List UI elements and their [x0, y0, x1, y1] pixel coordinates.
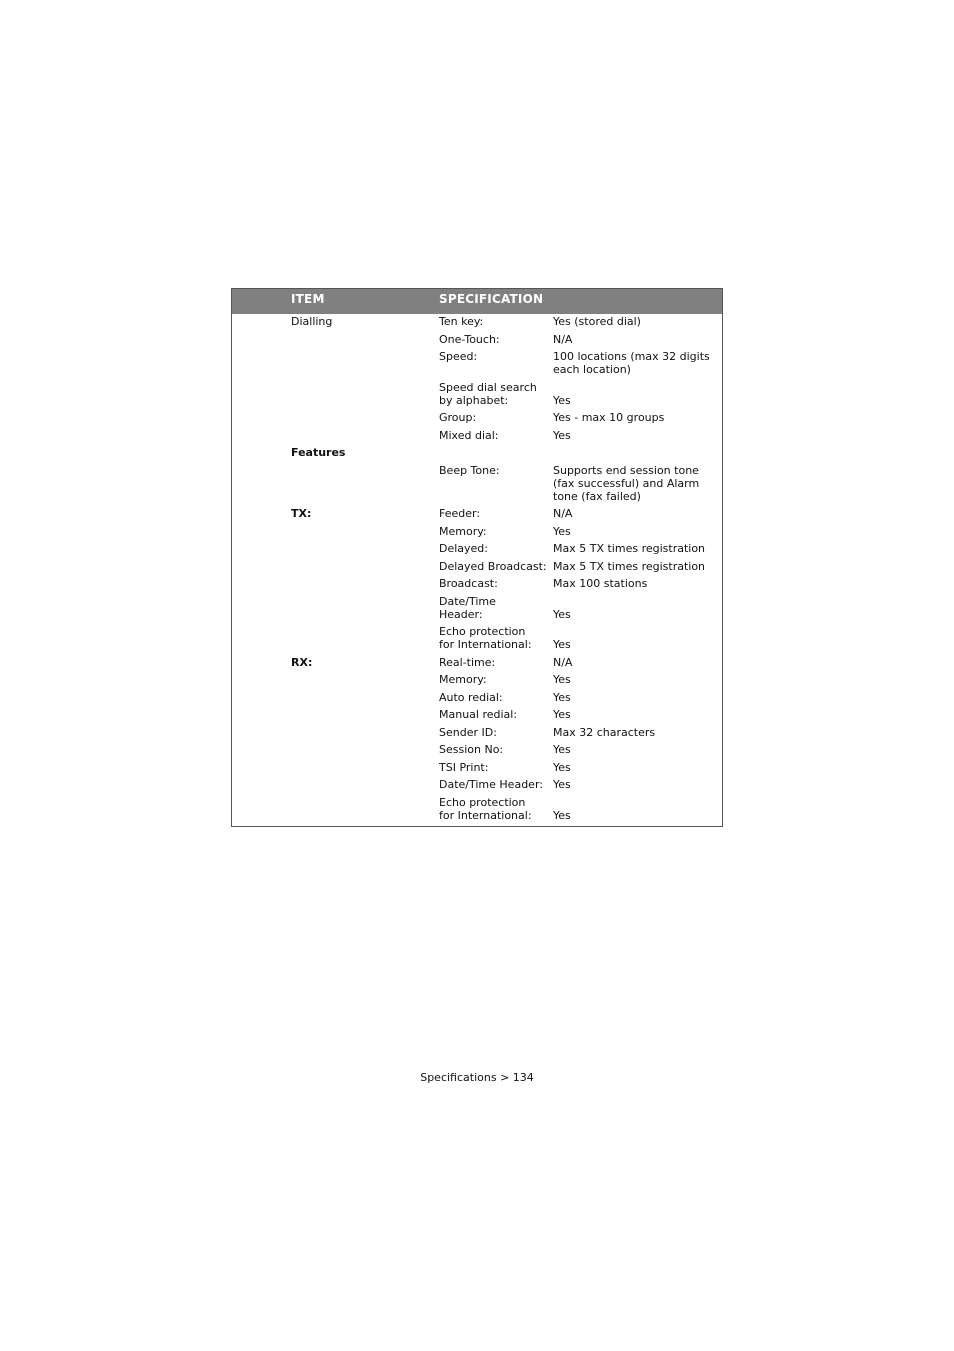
- header-item: ITEM: [291, 292, 325, 306]
- table-row: [232, 625, 722, 651]
- row-label: Echo protection for International:: [439, 625, 532, 651]
- row-label: Session No:: [439, 743, 504, 756]
- row-value: N/A: [553, 655, 573, 669]
- table-row: [232, 673, 722, 686]
- row-label: Manual redial:: [439, 708, 518, 721]
- table-row: [232, 761, 722, 774]
- row-value: 100 locations (max 32 digits each location): [553, 350, 710, 376]
- table-row: [232, 796, 722, 822]
- row-label: Speed dial search by alphabet:: [439, 380, 537, 407]
- table-row: [232, 708, 722, 721]
- row-label: Delayed:: [439, 542, 489, 555]
- table-row: [232, 595, 722, 621]
- row-label: TSI Print:: [439, 760, 489, 774]
- table-row: [232, 350, 722, 376]
- row-item: Features: [291, 446, 346, 459]
- row-label: Beep Tone:: [439, 463, 500, 477]
- table-row: [232, 656, 722, 669]
- row-value: Max 32 characters: [553, 725, 656, 739]
- row-label: Sender ID:: [439, 725, 497, 739]
- table-row: [232, 429, 722, 442]
- row-label: Group:: [439, 411, 477, 424]
- row-value: Yes: [553, 778, 571, 791]
- row-value: Yes: [553, 743, 571, 756]
- row-value: Supports end session tone (fax successful) and Alarm tone (fax failed): [553, 463, 700, 503]
- row-label: Date/Time Header:: [439, 594, 496, 621]
- row-label: Real-time:: [439, 655, 496, 669]
- header-specification: SPECIFICATION: [439, 292, 544, 306]
- table-row: [232, 542, 722, 555]
- row-label: One-Touch:: [439, 332, 500, 346]
- row-value: Yes: [553, 760, 571, 774]
- row-label: Feeder:: [439, 507, 481, 520]
- table-row: [232, 726, 722, 739]
- table-row: [232, 743, 722, 756]
- row-value: Yes: [553, 524, 571, 538]
- table-row: [232, 507, 722, 520]
- row-value: Yes: [553, 638, 571, 651]
- row-label: Broadcast:: [439, 577, 498, 590]
- row-item: TX:: [291, 507, 312, 520]
- row-label: Memory:: [439, 524, 487, 538]
- page-footer: Specifications > 134: [420, 1071, 534, 1084]
- row-item: Dialling: [291, 315, 333, 328]
- row-label: [439, 446, 551, 459]
- row-label: Echo protection for International:: [439, 795, 532, 822]
- table-row: [232, 525, 722, 538]
- row-label: Memory:: [439, 673, 487, 686]
- table-row: [232, 464, 722, 503]
- row-value: Yes - max 10 groups: [553, 411, 665, 424]
- table-header: [232, 289, 722, 314]
- row-value: Yes: [553, 607, 571, 621]
- row-value: Max 5 TX times registration: [553, 559, 706, 573]
- table-row: [232, 560, 722, 573]
- row-value: N/A: [553, 507, 573, 520]
- row-value: Yes: [553, 808, 571, 822]
- row-value: Max 5 TX times registration: [553, 542, 706, 555]
- specification-table: [231, 288, 723, 827]
- row-label: Mixed dial:: [439, 428, 499, 442]
- table-row: [232, 778, 722, 791]
- row-value: Yes: [553, 673, 571, 686]
- table-body: [232, 314, 722, 826]
- row-label: Delayed Broadcast:: [439, 559, 547, 573]
- row-value: Yes: [553, 428, 571, 442]
- table-row: [232, 446, 722, 459]
- table-row: [232, 691, 722, 704]
- table-row: [232, 315, 722, 328]
- table-row: [232, 577, 722, 590]
- row-value: Yes: [553, 690, 571, 704]
- row-value: Yes: [553, 393, 571, 407]
- row-label: Ten key:: [439, 315, 484, 328]
- table-row: [232, 381, 722, 407]
- row-value: Yes (stored dial): [553, 315, 641, 328]
- row-label: Date/Time Header:: [439, 778, 543, 791]
- row-value: Max 100 stations: [553, 577, 648, 590]
- table-row: [232, 333, 722, 346]
- row-value: N/A: [553, 332, 573, 346]
- row-item: RX:: [291, 655, 313, 669]
- row-value: Yes: [553, 708, 571, 721]
- row-label: Auto redial:: [439, 690, 503, 704]
- row-label: Speed:: [439, 350, 478, 363]
- table-row: [232, 411, 722, 424]
